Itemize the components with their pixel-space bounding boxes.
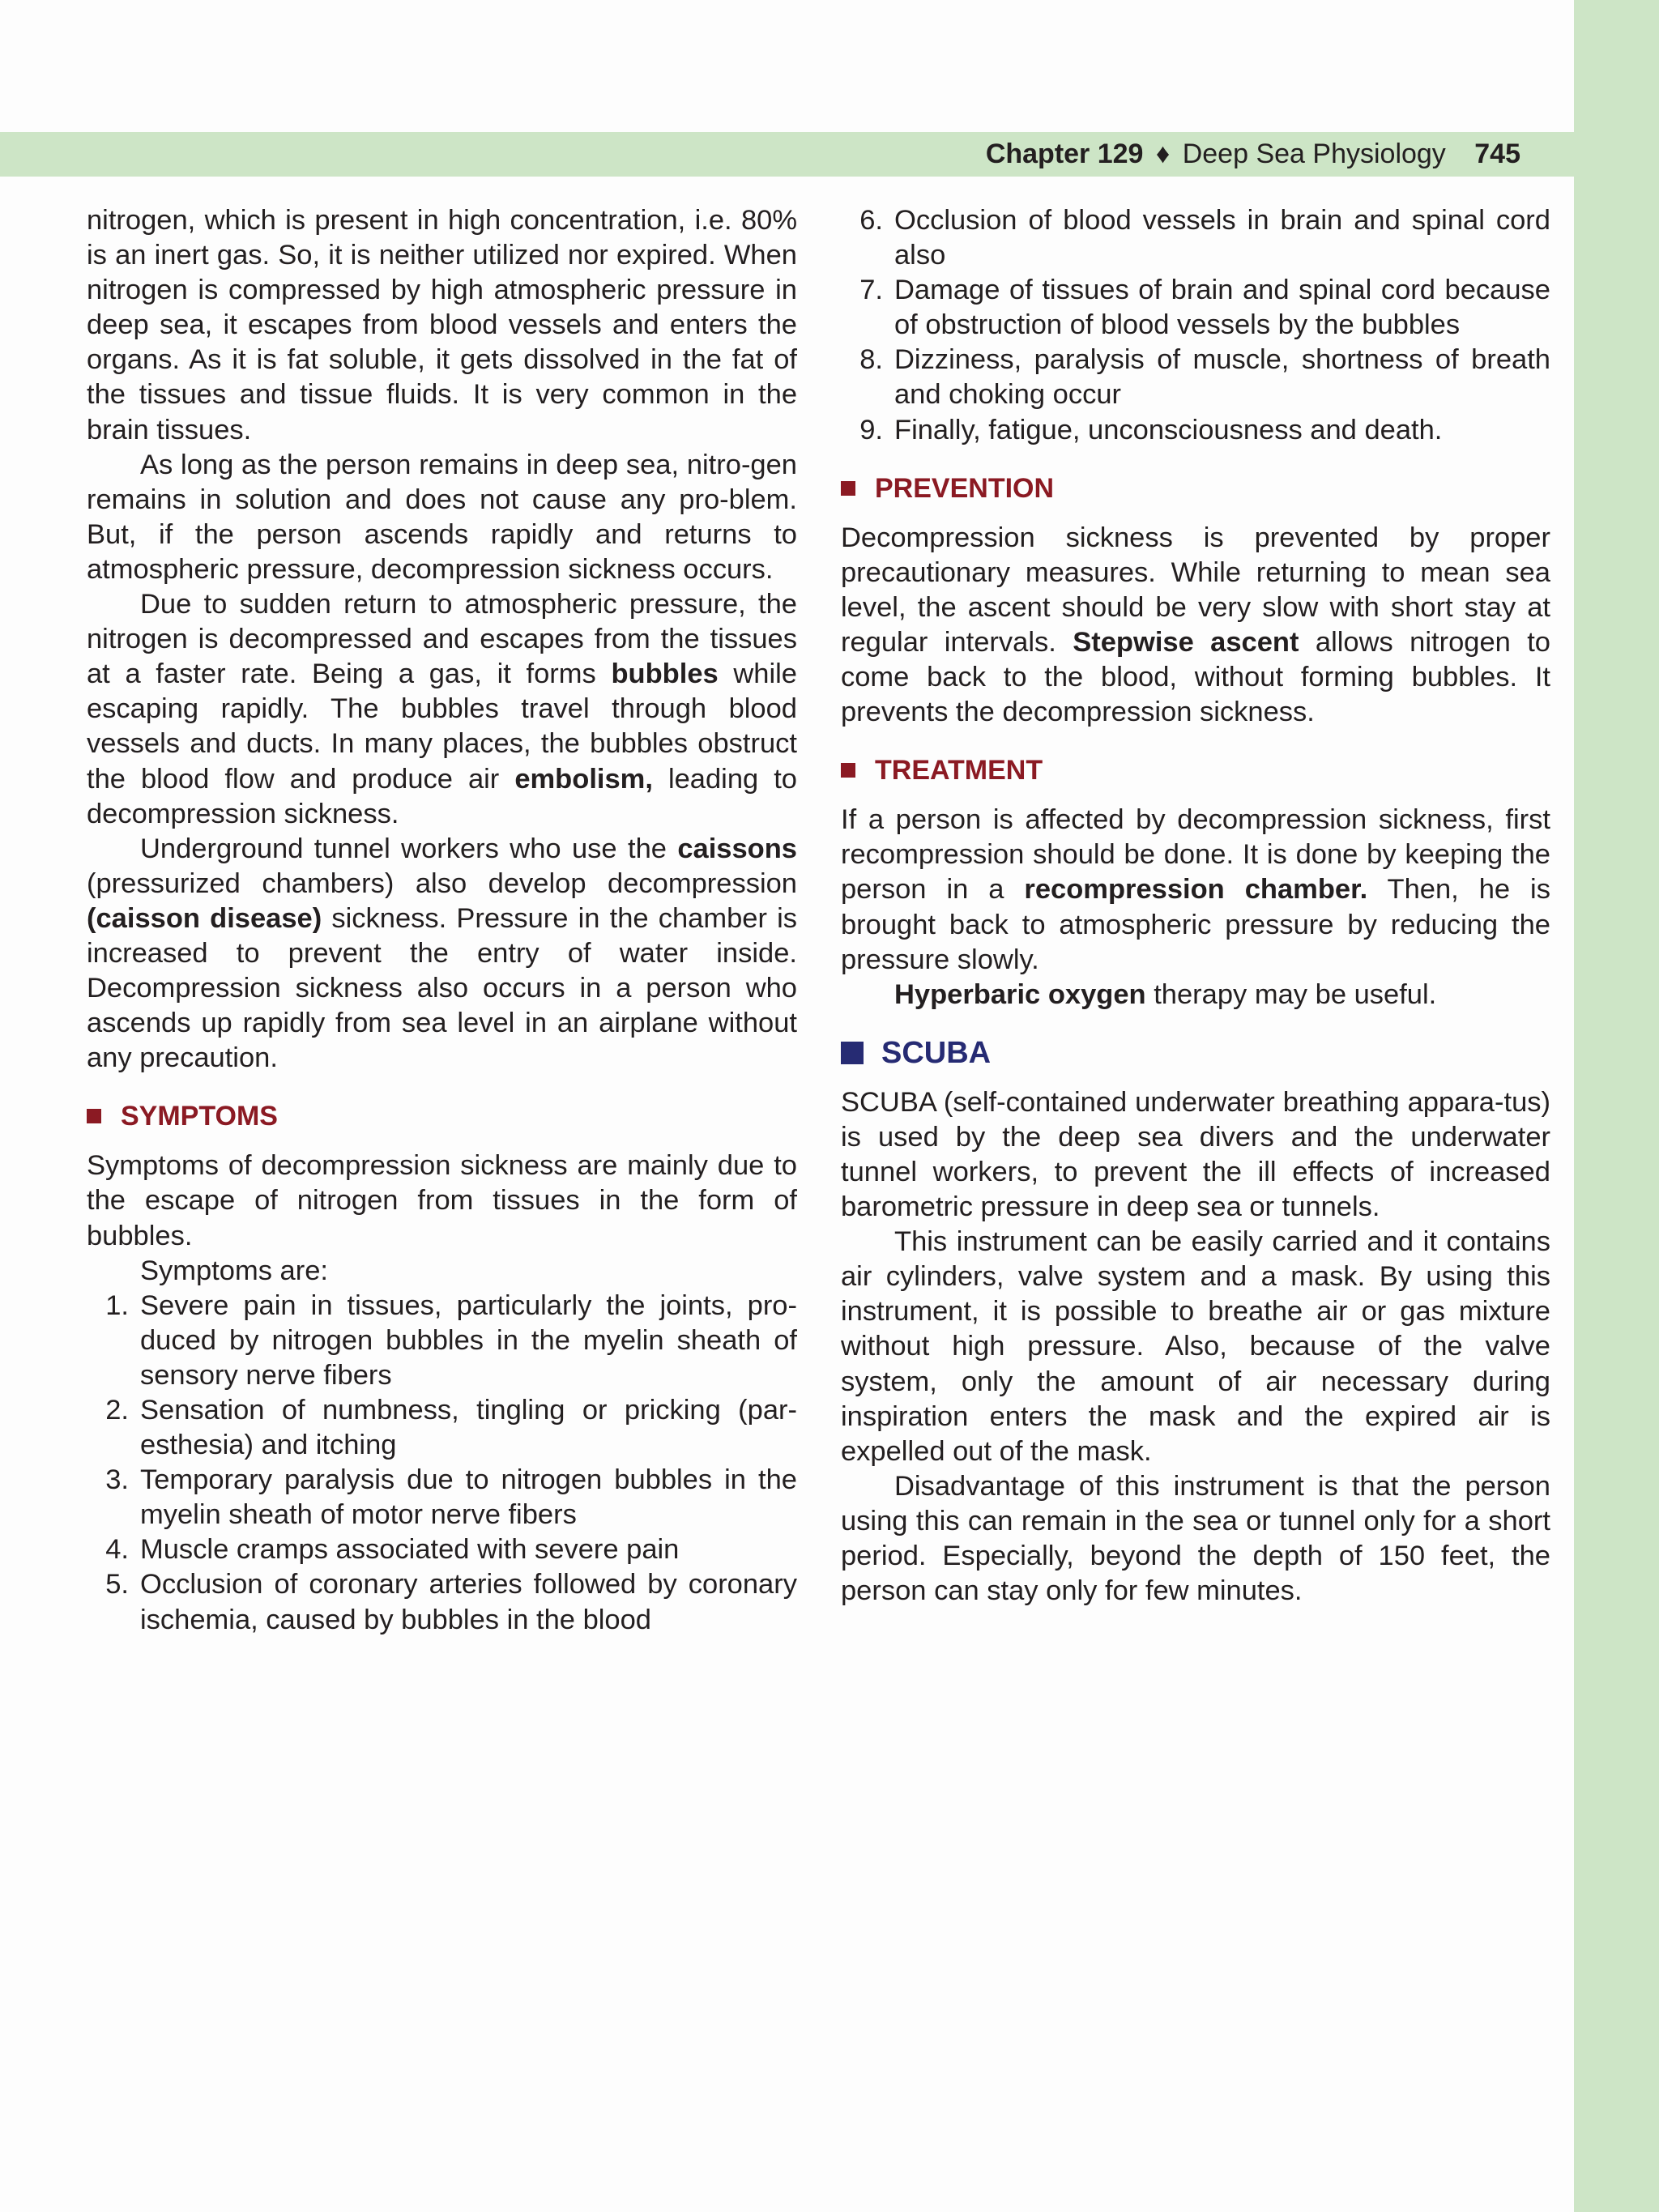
text-run: If a person is affected by decompression sickness, first recompression should be done. It is done by keeping the person in a (841, 804, 1550, 906)
list-number: 2. (105, 1395, 129, 1426)
paragraph: Symptoms of decompression sickness are mainly due to the escape of nitrogen from tissues in the form of bubbles. (87, 1150, 797, 1251)
text-run: therapy may be useful. (1145, 978, 1437, 1010)
list-item-text: Damage of tissues of brain and spinal cord because of obstruction of blood vessels by the bubbles (894, 275, 1550, 341)
list-item-text: Occlusion of blood vessels in brain and spinal cord also (894, 205, 1550, 271)
list-item-text: Muscle cramps associated with severe pain (140, 1534, 680, 1566)
left-column (87, 203, 797, 1638)
text-run: (pressurized chambers) also develop decompression (87, 867, 797, 899)
text-run: allows nitrogen to come back to the blood, without forming bubbles. It prevents the decompression sickness. (841, 626, 1550, 728)
square-bullet-icon (87, 1109, 101, 1123)
list-number: 6. (859, 205, 883, 236)
bold-term: (caisson disease) (87, 902, 322, 934)
list-number: 9. (859, 414, 883, 445)
bold-term: Stepwise ascent (1073, 626, 1299, 658)
section-heading-prevention (841, 472, 1550, 505)
section-heading-label: PREVENTION (875, 472, 1055, 504)
section-heading-treatment (841, 754, 1550, 786)
list-item (87, 1463, 797, 1532)
list-item (87, 1567, 797, 1637)
list-item (841, 273, 1550, 343)
list-number: 8. (859, 344, 883, 376)
bold-term: caissons (677, 833, 797, 864)
text-run: Underground tunnel workers who use the (140, 833, 678, 864)
list-item-text: Sensation of numbness, tingling or pricking (par-esthesia) and itching (140, 1395, 797, 1461)
paragraph (841, 978, 1550, 1012)
paragraph: As long as the person remains in deep sea, nitro-gen remains in solution and does not cause any pro-blem. But, if the person ascends rapidly and returns to atmospheric pressure, decompression sickness occurs. (87, 449, 797, 585)
section-heading-symptoms (87, 1100, 797, 1132)
list-number: 4. (105, 1534, 129, 1566)
square-bullet-icon (841, 481, 855, 496)
header-text (986, 132, 1520, 177)
side-margin-strip (1574, 0, 1659, 2212)
list-number: 5. (105, 1569, 129, 1600)
list-number: 1. (105, 1289, 129, 1321)
list-item (841, 413, 1550, 448)
list-number: 7. (859, 275, 883, 306)
bold-term: embolism, (514, 763, 653, 795)
bold-term: recompression chamber. (1024, 874, 1368, 906)
paragraph (87, 587, 797, 832)
list-item (87, 1393, 797, 1463)
list-item-text: Dizziness, paralysis of muscle, shortness of breath and choking occur (894, 344, 1550, 411)
paragraph (87, 832, 797, 1076)
list-item-text: Finally, fatigue, unconsciousness and death. (894, 414, 1443, 445)
paragraph: This instrument can be easily carried and it contains air cylinders, valve system and a mask. By using this instrument, it is possible to breathe air or gas mixture without high pressure. Also, because of the valve system, only the amount of air necessary during inspiration enters the mask and the expired air is expelled out of the mask. (841, 1226, 1550, 1467)
right-column (841, 203, 1550, 1609)
text-run: Then, he is brought back to atmospheric pressure by reducing the pressure slowly. (841, 874, 1550, 975)
chapter-label: Chapter 129 (985, 139, 1144, 169)
paragraph: SCUBA (self-contained underwater breathing appara-tus) is used by the deep sea divers and the underwater tunnel workers, to prevent the ill effects of increased barometric pressure in deep sea or tunnels. (841, 1086, 1550, 1223)
list-item (841, 203, 1550, 273)
list-item (841, 343, 1550, 412)
running-header (0, 132, 1574, 177)
section-heading-label: SCUBA (881, 1035, 992, 1070)
list-item (87, 1289, 797, 1393)
symptoms-list (87, 1289, 797, 1638)
list-item-text: Occlusion of coronary arteries followed by coronary ischemia, caused by bubbles in the blood (140, 1569, 797, 1635)
paragraph: Symptoms are: (140, 1255, 328, 1286)
symptoms-list-continued (841, 203, 1550, 448)
square-bullet-icon (841, 763, 855, 778)
bold-term: Hyperbaric oxygen (894, 978, 1146, 1010)
text-run: Due to sudden return to atmospheric pressure, the nitrogen is decompressed and escapes from the tissues at a faster rate. Being a gas, it forms (87, 589, 797, 690)
square-bullet-icon (841, 1042, 864, 1064)
list-item (87, 1532, 797, 1567)
section-heading-scuba (841, 1037, 1550, 1069)
paragraph: Disadvantage of this instrument is that the person using this can remain in the sea or tunnel only for a short period. Especially, beyond the depth of 150 feet, the person can stay only for few minutes. (841, 1470, 1550, 1607)
diamond-separator-icon: ♦ (1155, 139, 1171, 169)
list-item-text: Severe pain in tissues, particularly the joints, pro-duced by nitrogen bubbles in the myelin sheath of sensory nerve fibers (140, 1289, 797, 1391)
bold-term: bubbles (611, 658, 719, 690)
text-run: leading to decompression sickness. (87, 763, 797, 829)
text-run: sickness. Pressure in the chamber is increased to prevent the entry of water inside. Decompression sickness also occurs in a person who ascends up rapidly from sea level in an airplane without any precaution. (87, 902, 798, 1074)
paragraph: nitrogen, which is present in high concentration, i.e. 80% is an inert gas. So, it is neither utilized nor expired. When nitrogen is compressed by high atmospheric pressure in deep sea, it escapes from blood vessels and enters the organs. As it is fat soluble, it gets dissolved in the fat of the tissues and tissue fluids. It is very common in the brain tissues. (87, 205, 797, 445)
paragraph (841, 521, 1550, 731)
list-number: 3. (105, 1464, 129, 1496)
text-run: while escaping rapidly. The bubbles travel through blood vessels and ducts. In many places, the bubbles obstruct the blood flow and produce air (87, 658, 797, 795)
section-heading-label: TREATMENT (875, 755, 1043, 786)
paragraph (841, 803, 1550, 977)
list-item-text: Temporary paralysis due to nitrogen bubbles in the myelin sheath of motor nerve fibers (140, 1464, 797, 1531)
section-heading-label: SYMPTOMS (121, 1101, 278, 1132)
page-number: 745 (1474, 139, 1520, 169)
text-run: Decompression sickness is prevented by proper precautionary measures. While returning to mean sea level, the ascent should be very slow with short stay at regular intervals. (841, 522, 1550, 658)
chapter-title: Deep Sea Physiology (1182, 139, 1446, 169)
